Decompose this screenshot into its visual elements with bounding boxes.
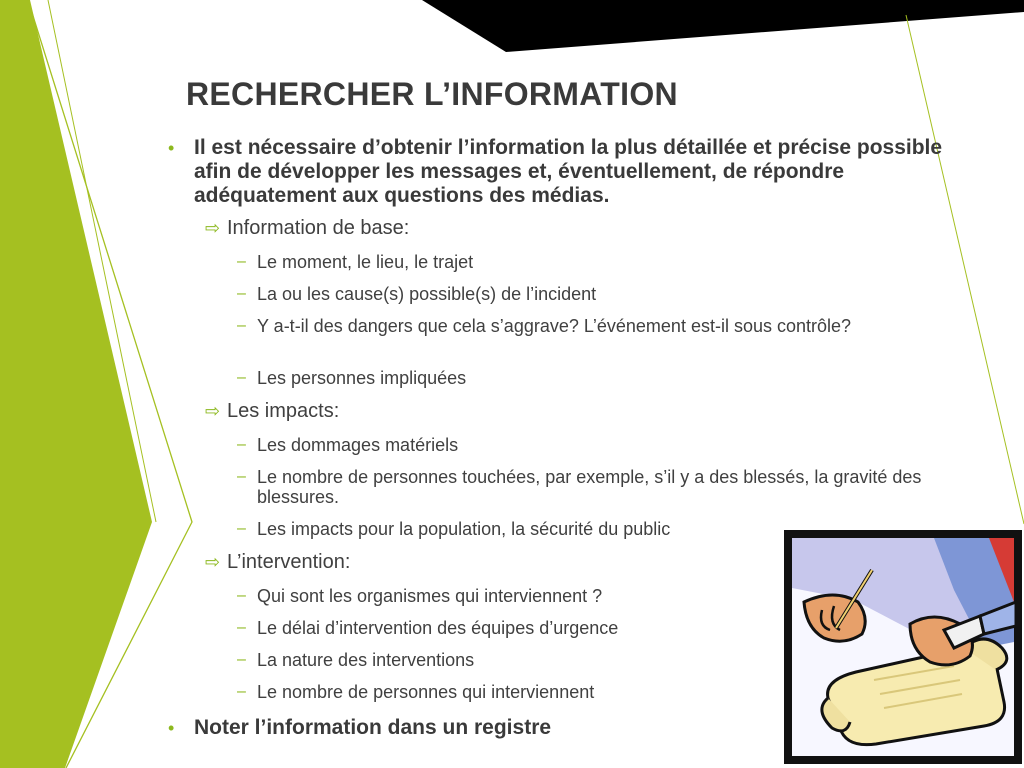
list-item [237,618,777,638]
list-item [237,650,777,670]
list-item-text: Y a-t-il des dangers que cela s’aggrave? L’événement est-il sous contrôle? [257,316,852,336]
list-item [237,682,777,702]
intro-text: Il est nécessaire d’obtenir l’information la plus détaillée et précise possible afin de développer les messages et, éventuellement, de répondre adéquatement aux questions des médias. [194,136,943,207]
list-item-text: Les dommages matériels [257,435,459,455]
arrow-marker: ⇨ [205,218,221,238]
green-chevron-shape [0,0,152,768]
list-item [237,284,937,304]
list-item-text: Le délai d’intervention des équipes d’urgence [257,618,619,638]
list-item [237,316,887,336]
list-item-text: Le nombre de personnes touchées, par exemple, s’il y a des blessés, la gravité des blessures. [257,467,922,507]
dash-marker: – [237,683,246,700]
dash-marker: – [237,436,246,453]
list-item [237,368,937,388]
list-item [237,435,937,455]
bullet-marker: • [168,718,175,738]
list-item-text: Les impacts pour la population, la sécurité du public [257,519,671,539]
black-corner-band [422,0,1024,52]
section-heading [205,549,350,575]
dash-marker: – [237,253,246,270]
arrow-marker: ⇨ [205,552,221,572]
list-item-text: Le nombre de personnes qui interviennent [257,682,595,702]
list-item [237,586,777,606]
section-heading-text: L’intervention: [227,551,351,573]
section-heading-text: Les impacts: [227,400,340,422]
closing-text: Noter l’information dans un registre [194,716,552,739]
list-item [237,467,957,507]
dash-marker: – [237,619,246,636]
list-item [237,252,937,272]
writing-hand-clipart [784,530,1022,764]
section-heading-text: Information de base: [227,217,410,239]
list-item-text: La ou les cause(s) possible(s) de l’incident [257,284,597,304]
dash-marker: – [237,587,246,604]
dash-marker: – [237,520,246,537]
section-heading [205,398,339,424]
list-item-text: Les personnes impliquées [257,368,467,388]
list-item-text: La nature des interventions [257,650,475,670]
list-item [237,519,797,539]
intro-bullet [168,136,968,208]
closing-bullet [168,716,768,740]
dash-marker: – [237,369,246,386]
dash-marker: – [237,651,246,668]
arrow-marker: ⇨ [205,401,221,421]
section-heading [205,215,409,241]
list-item-text: Le moment, le lieu, le trajet [257,252,474,272]
dash-marker: – [237,317,246,334]
list-item-text: Qui sont les organismes qui interviennent ? [257,586,603,606]
dash-marker: – [237,285,246,302]
slide-title: RECHERCHER L’INFORMATION [186,76,678,112]
bullet-marker: • [168,138,175,158]
dash-marker: – [237,468,246,485]
